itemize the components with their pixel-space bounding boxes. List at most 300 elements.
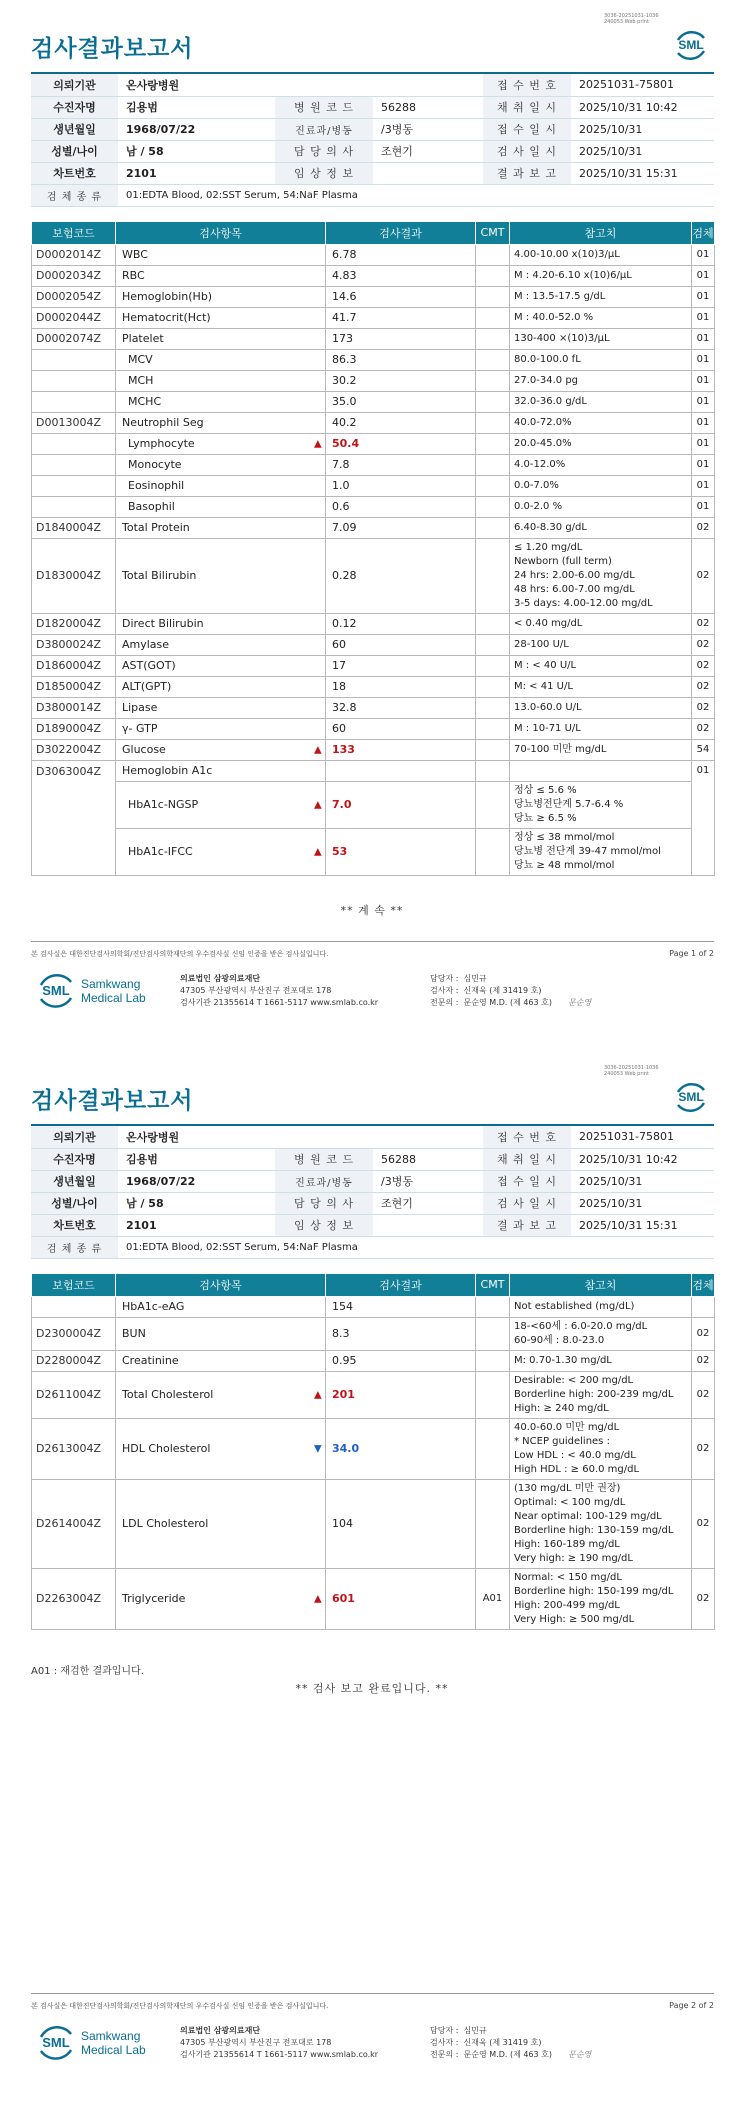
insurance-code [32, 349, 116, 370]
result-value: 17 [332, 659, 346, 672]
result-row [32, 475, 715, 496]
insurance-code: D0002044Z [32, 307, 116, 328]
result-value: 60 [332, 722, 346, 735]
footer-staff-block [430, 2025, 591, 2061]
test-item: Lymphocyte [116, 433, 326, 454]
insurance-code: D0002034Z [32, 265, 116, 286]
label-receipt-date: 접 수 일 시 [483, 1170, 571, 1192]
result-cell [326, 760, 476, 781]
comment-code [476, 244, 510, 265]
result-row [32, 655, 715, 676]
staff-line: 검사자 : 신재욱 (제 31419 호) [430, 986, 542, 995]
comment-code: A01 [476, 1568, 510, 1629]
results-table-page-2 [31, 1274, 715, 1630]
result-row [32, 433, 715, 454]
comment-code [476, 412, 510, 433]
test-item: Platelet [116, 328, 326, 349]
result-row [32, 781, 715, 828]
specimen-code: 54 [692, 739, 715, 760]
label-dept-ward: 진료과/병동 [275, 1170, 373, 1192]
staff-line: 검사자 : 신재욱 (제 31419 호) [430, 2038, 542, 2047]
value-institution: 온사랑병원 [118, 1126, 275, 1148]
test-item: BUN [116, 1317, 326, 1350]
test-item: Hemoglobin(Hb) [116, 286, 326, 307]
specimen-code: 02 [692, 697, 715, 718]
specimen-code [692, 1296, 715, 1317]
test-item: Hematocrit(Hct) [116, 307, 326, 328]
reference-cell: 4.00-10.00 x(10)3/μL [510, 244, 692, 265]
specimen-code: 02 [692, 1479, 715, 1568]
comment-code [476, 370, 510, 391]
test-item: Monocyte [116, 454, 326, 475]
comment-code [476, 613, 510, 634]
result-cell [326, 613, 476, 634]
result-row [32, 307, 715, 328]
reference-cell: 6.40-8.30 g/dL [510, 517, 692, 538]
value-hospital-code: 56288 [373, 1148, 483, 1170]
staff-line: 전문의 : 문순영 M.D. (제 463 호) 문순영 [430, 998, 592, 1007]
result-value: 50.4 [332, 437, 360, 450]
value-specimen: 01:EDTA Blood, 02:SST Serum, 54:NaF Plasma [118, 184, 714, 206]
insurance-code [32, 454, 116, 475]
svg-text:Samkwang: Samkwang [81, 977, 141, 991]
test-item: Total Protein [116, 517, 326, 538]
reference-cell: 정상 ≤ 5.6 % 당뇨병전단계 5.7-6.4 % 당뇨 ≥ 6.5 % [510, 781, 692, 828]
comment-code [476, 286, 510, 307]
insurance-code [32, 391, 116, 412]
insurance-code [32, 370, 116, 391]
result-cell [326, 676, 476, 697]
comment-code [476, 454, 510, 475]
comment-code [476, 697, 510, 718]
result-cell [326, 370, 476, 391]
label-report-date: 결 과 보 고 [483, 1214, 571, 1236]
result-cell [326, 475, 476, 496]
result-value: 18 [332, 680, 346, 693]
label-specimen: 검 체 종 류 [31, 184, 118, 206]
label-test-date: 검 사 일 시 [483, 1192, 571, 1214]
print-stamp [604, 13, 659, 25]
test-item: Glucose [116, 739, 326, 760]
test-item: Direct Bilirubin [116, 613, 326, 634]
reference-cell: 80.0-100.0 fL [510, 349, 692, 370]
results-header-row [32, 1274, 715, 1296]
test-item: HbA1c-eAG [116, 1296, 326, 1317]
result-value: 60 [332, 638, 346, 651]
reference-cell: M : 40.0-52.0 % [510, 307, 692, 328]
reference-cell: Normal: < 150 mg/dL Borderline high: 150-199 mg/dL High: 200-499 mg/dL Very High: ≥ 500 mg/dL [510, 1568, 692, 1629]
samkwang-logo-icon [37, 2021, 177, 2063]
test-item: Creatinine [116, 1350, 326, 1371]
result-row [32, 1479, 715, 1568]
report-title: 검사결과보고서 [31, 36, 194, 62]
results-table-page-1 [31, 222, 715, 876]
specimen-code: 02 [692, 1371, 715, 1418]
signature: 문순영 [568, 998, 592, 1007]
svg-text:SML: SML [42, 2035, 70, 2050]
result-value: 30.2 [332, 374, 357, 387]
specimen-code: 01 [692, 496, 715, 517]
insurance-code: D2613004Z [32, 1418, 116, 1479]
value-report-date: 2025/10/31 15:31 [571, 162, 714, 184]
result-cell [314, 1371, 476, 1418]
insurance-code: D2300004Z [32, 1317, 116, 1350]
result-row [32, 328, 715, 349]
comment-code [476, 349, 510, 370]
result-value: 0.28 [332, 569, 357, 582]
stamp-line: 240053 Web print [604, 1071, 649, 1077]
comment-code [476, 760, 510, 781]
value-patient: 김용범 [118, 1148, 275, 1170]
value-patient: 김용범 [118, 96, 275, 118]
value-clinical-info [373, 162, 483, 184]
test-item: Hemoglobin A1c [116, 760, 326, 781]
comment-code [476, 1317, 510, 1350]
result-cell [326, 496, 476, 517]
test-item: MCV [116, 349, 326, 370]
result-cell [326, 1296, 476, 1317]
specimen-code: 02 [692, 676, 715, 697]
comment-code [476, 265, 510, 286]
comment-code [476, 307, 510, 328]
result-row [32, 760, 715, 781]
result-cell [326, 655, 476, 676]
insurance-code [32, 433, 116, 454]
comment-code [476, 655, 510, 676]
result-value: 7.8 [332, 458, 350, 471]
svg-text:Medical Lab: Medical Lab [81, 991, 146, 1005]
reference-cell: 20.0-45.0% [510, 433, 692, 454]
insurance-code [32, 496, 116, 517]
test-item: LDL Cholesterol [116, 1479, 326, 1568]
test-item: Total Cholesterol [116, 1371, 326, 1418]
comment-code [476, 634, 510, 655]
result-cell [326, 1317, 476, 1350]
insurance-code [32, 1296, 116, 1317]
result-row [32, 244, 715, 265]
specimen-code: 01 [692, 286, 715, 307]
value-dob: 1968/07/22 [118, 1170, 275, 1192]
test-item: Eosinophil [116, 475, 326, 496]
org-contact: 검사기관 21355614 T 1661-5117 www.smlab.co.kr [180, 998, 379, 1007]
label-dob: 생년월일 [31, 118, 118, 140]
result-row [32, 538, 715, 613]
result-cell [314, 1568, 476, 1629]
result-value: 41.7 [332, 311, 357, 324]
print-stamp [604, 1065, 659, 1077]
org-address: 47305 부산광역시 부산진구 전포대로 178 [180, 986, 332, 995]
comment-code [476, 676, 510, 697]
specimen-code: 02 [692, 1350, 715, 1371]
info-row [31, 118, 714, 140]
samkwang-logo-icon [37, 969, 177, 1011]
label-clinical-info: 임 상 정 보 [275, 162, 373, 184]
result-row [32, 828, 715, 875]
label-hospital-code: 병 원 코 드 [275, 96, 373, 118]
result-row [32, 697, 715, 718]
stamp-line: 240053 Web print [604, 19, 649, 25]
staff-line: 전문의 : 문순영 M.D. (제 463 호) 문순영 [430, 2050, 592, 2059]
result-cell [326, 634, 476, 655]
high-flag-icon: ▲ [314, 1389, 322, 1400]
reference-cell: 13.0-60.0 U/L [510, 697, 692, 718]
test-item: Neutrophil Seg [116, 412, 326, 433]
col-item: 검사항목 [116, 1274, 326, 1296]
result-row [32, 1371, 715, 1418]
comment-code [476, 1350, 510, 1371]
value-dob: 1968/07/22 [118, 118, 275, 140]
reference-cell: 27.0-34.0 pg [510, 370, 692, 391]
high-flag-icon: ▲ [314, 744, 322, 755]
sml-logo-icon [672, 1078, 710, 1116]
result-value: 32.8 [332, 701, 357, 714]
test-item: MCH [116, 370, 326, 391]
label-test-date: 검 사 일 시 [483, 140, 571, 162]
result-value: 7.09 [332, 521, 357, 534]
label-receipt-no: 접 수 번 호 [483, 1126, 571, 1148]
result-cell [314, 828, 476, 875]
insurance-code: D1890004Z [32, 718, 116, 739]
result-row [32, 454, 715, 475]
label-patient: 수진자명 [31, 1148, 118, 1170]
svg-text:SML: SML [678, 1090, 704, 1104]
reference-cell: Not established (mg/dL) [510, 1296, 692, 1317]
comment-note: A01 : 재검한 결과입니다. [31, 1666, 144, 1677]
result-cell [314, 1418, 476, 1479]
value-receipt-no: 20251031-75801 [571, 74, 714, 96]
specimen-code: 02 [692, 1317, 715, 1350]
col-code: 보험코드 [32, 222, 116, 244]
insurance-code: D1850004Z [32, 676, 116, 697]
org-address: 47305 부산광역시 부산진구 전포대로 178 [180, 2038, 332, 2047]
result-cell [326, 286, 476, 307]
value-receipt-date: 2025/10/31 [571, 1170, 714, 1192]
result-row [32, 718, 715, 739]
label-patient: 수진자명 [31, 96, 118, 118]
insurance-code: D0013004Z [32, 412, 116, 433]
svg-text:Samkwang: Samkwang [81, 2029, 141, 2043]
high-flag-icon: ▲ [314, 799, 322, 810]
footer-rule [31, 941, 714, 942]
specimen-code: 01 [692, 412, 715, 433]
specimen-code: 01 [692, 454, 715, 475]
insurance-code: D3063004Z [32, 760, 116, 875]
value-report-date: 2025/10/31 15:31 [571, 1214, 714, 1236]
info-row [31, 1148, 714, 1170]
result-value: 40.2 [332, 416, 357, 429]
comment-code [476, 391, 510, 412]
result-cell [326, 391, 476, 412]
reference-cell: 40.0-60.0 미만 mg/dL * NCEP guidelines : Low HDL : < 40.0 mg/dL High HDL : ≥ 60.0 mg/dL [510, 1418, 692, 1479]
test-item: Lipase [116, 697, 326, 718]
comment-code [476, 1418, 510, 1479]
test-item: MCHC [116, 391, 326, 412]
label-doctor: 담 당 의 사 [275, 1192, 373, 1214]
footer-cert: 본 검사실은 대한진단검사의학회/진단검사의학재단의 우수검사실 신임 인증을 받은 검사실입니다. [31, 2002, 329, 2010]
result-value: 53 [332, 845, 348, 858]
result-value: 173 [332, 332, 353, 345]
result-row [32, 496, 715, 517]
test-item: γ- GTP [116, 718, 326, 739]
org-name: 의료법인 삼광의료재단 [180, 974, 261, 983]
label-collect-date: 채 취 일 시 [483, 96, 571, 118]
reference-cell: 정상 ≤ 38 mmol/mol 당뇨병 전단계 39-47 mmol/mol 당뇨 ≥ 48 mmol/mol [510, 828, 692, 875]
low-flag-icon: ▼ [314, 1443, 322, 1454]
sml-logo-icon [672, 26, 710, 64]
reference-cell: < 0.40 mg/dL [510, 613, 692, 634]
footer-org-block [180, 2025, 378, 2061]
results-header-row [32, 222, 715, 244]
specimen-code: 01 [692, 370, 715, 391]
comment-code [476, 328, 510, 349]
label-collect-date: 채 취 일 시 [483, 1148, 571, 1170]
reference-cell: 18-<60세 : 6.0-20.0 mg/dL 60-90세 : 8.0-23.0 [510, 1317, 692, 1350]
result-value: 201 [332, 1388, 355, 1401]
specimen-code: 01 [692, 244, 715, 265]
col-item: 검사항목 [116, 222, 326, 244]
test-item: HDL Cholesterol [116, 1418, 326, 1479]
comment-code [476, 1371, 510, 1418]
result-value: 0.6 [332, 500, 350, 513]
info-row [31, 184, 714, 206]
org-name: 의료법인 삼광의료재단 [180, 2026, 261, 2035]
test-item: AST(GOT) [116, 655, 326, 676]
col-result: 검사결과 [326, 222, 476, 244]
result-cell [326, 454, 476, 475]
result-cell [314, 781, 476, 828]
result-value: 133 [332, 743, 355, 756]
info-row [31, 1236, 714, 1258]
comment-code [476, 538, 510, 613]
result-value: 86.3 [332, 353, 357, 366]
info-row [31, 96, 714, 118]
info-row [31, 1126, 714, 1148]
value-hospital-code: 56288 [373, 96, 483, 118]
result-row [32, 1418, 715, 1479]
test-item: WBC [116, 244, 326, 265]
reference-cell: 4.0-12.0% [510, 454, 692, 475]
result-cell [326, 349, 476, 370]
comment-code [476, 1479, 510, 1568]
footer-cert: 본 검사실은 대한진단검사의학회/진단검사의학재단의 우수검사실 신임 인증을 받은 검사실입니다. [31, 950, 329, 958]
comment-code [476, 1296, 510, 1317]
comment-code [476, 828, 510, 875]
insurance-code [32, 475, 116, 496]
report-complete-text: ** 검사 보고 완료입니다. ** [295, 1682, 449, 1695]
reference-cell: M: 0.70-1.30 mg/dL [510, 1350, 692, 1371]
result-value: 34.0 [332, 1442, 360, 1455]
reference-cell: M : 13.5-17.5 g/dL [510, 286, 692, 307]
result-row [32, 265, 715, 286]
result-row [32, 676, 715, 697]
label-sex-age: 성별/나이 [31, 1192, 118, 1214]
result-value: 0.12 [332, 617, 357, 630]
col-ref: 참고치 [510, 1274, 692, 1296]
test-item: ALT(GPT) [116, 676, 326, 697]
insurance-code: D1860004Z [32, 655, 116, 676]
label-chart: 차트번호 [31, 1214, 118, 1236]
test-item: Total Bilirubin [116, 538, 326, 613]
insurance-code: D3800024Z [32, 634, 116, 655]
insurance-code: D1830004Z [32, 538, 116, 613]
result-cell [326, 412, 476, 433]
insurance-code: D0002074Z [32, 328, 116, 349]
value-dept-ward: /3병동 [373, 1170, 483, 1192]
specimen-code: 01 [692, 433, 715, 454]
high-flag-icon: ▲ [314, 846, 322, 857]
result-cell [314, 739, 476, 760]
specimen-code: 02 [692, 1568, 715, 1629]
label-chart: 차트번호 [31, 162, 118, 184]
test-item: Amylase [116, 634, 326, 655]
footer-staff-block [430, 973, 591, 1009]
info-row [31, 140, 714, 162]
reference-cell: 0.0-7.0% [510, 475, 692, 496]
test-item: RBC [116, 265, 326, 286]
value-dept-ward: /3병동 [373, 118, 483, 140]
specimen-code: 01 [692, 328, 715, 349]
result-cell [326, 1350, 476, 1371]
test-item: Basophil [116, 496, 326, 517]
specimen-code: 01 [692, 265, 715, 286]
result-cell [326, 328, 476, 349]
footer-org-block [180, 973, 378, 1009]
high-flag-icon: ▲ [314, 438, 322, 449]
reference-cell: M : < 40 U/L [510, 655, 692, 676]
value-clinical-info [373, 1214, 483, 1236]
reference-cell: 32.0-36.0 g/dL [510, 391, 692, 412]
page-number: Page 2 of 2 [669, 2001, 714, 2010]
result-cell [314, 433, 476, 454]
svg-text:Medical Lab: Medical Lab [81, 2043, 146, 2057]
insurance-code: D0002014Z [32, 244, 116, 265]
specimen-code: 02 [692, 613, 715, 634]
specimen-code: 01 [692, 760, 715, 875]
info-row [31, 162, 714, 184]
value-receipt-date: 2025/10/31 [571, 118, 714, 140]
result-value: 154 [332, 1300, 353, 1313]
specimen-code: 02 [692, 718, 715, 739]
specimen-code: 02 [692, 634, 715, 655]
result-row [32, 613, 715, 634]
value-sex-age: 남 / 58 [118, 140, 275, 162]
result-row [32, 391, 715, 412]
info-row [31, 1214, 714, 1236]
col-cmt: CMT [476, 222, 510, 244]
org-contact: 검사기관 21355614 T 1661-5117 www.smlab.co.kr [180, 2050, 379, 2059]
value-receipt-no: 20251031-75801 [571, 1126, 714, 1148]
result-row [32, 1350, 715, 1371]
col-cmt: CMT [476, 1274, 510, 1296]
label-institution: 의뢰기관 [31, 1126, 118, 1148]
value-doctor: 조현기 [373, 1192, 483, 1214]
result-value: 6.78 [332, 248, 357, 261]
report-title: 검사결과보고서 [31, 1088, 194, 1114]
continued-text: ** 계 속 ** [340, 904, 404, 917]
value-collect-date: 2025/10/31 10:42 [571, 1148, 714, 1170]
patient-info-table [31, 1126, 714, 1259]
result-row [32, 412, 715, 433]
result-value: 7.0 [332, 798, 352, 811]
value-test-date: 2025/10/31 [571, 1192, 714, 1214]
label-sex-age: 성별/나이 [31, 140, 118, 162]
stamp-line: 3036-20251031-1036 [604, 13, 659, 19]
result-cell [326, 517, 476, 538]
staff-line: 담당자 : 심민규 [430, 974, 487, 983]
value-sex-age: 남 / 58 [118, 1192, 275, 1214]
result-value: 1.0 [332, 479, 350, 492]
comment-code [476, 718, 510, 739]
